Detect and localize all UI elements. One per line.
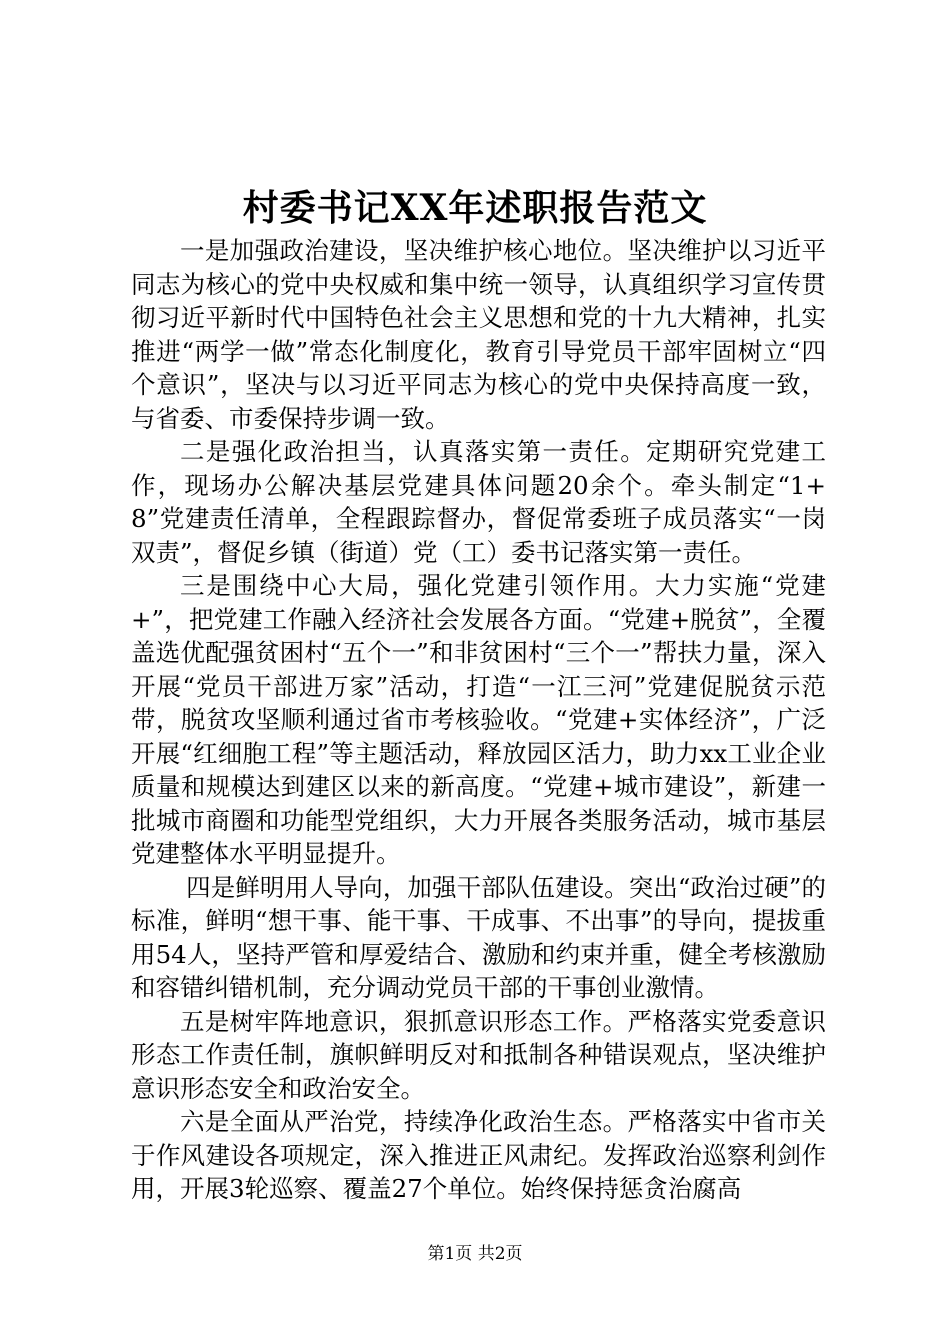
document-body <box>131 234 826 1206</box>
paragraph-1: 一是加强政治建设，坚决维护核心地位。坚决维护以习近平同志为核心的党中央权威和集中统一领导，认真组织学习宣传贯彻习近平新时代中国特色社会主义思想和党的十九大精神，扎实推进“两学一做”常态化制度化，教育引导党员干部牢固树立“四个意识”，坚决与以习近平同志为核心的党中央保持高度一致，与省委、市委保持步调一致。 <box>131 236 826 433</box>
paragraph-5: 五是树牢阵地意识，狠抓意识形态工作。严格落实党委意识形态工作责任制，旗帜鲜明反对和抵制各种错误观点，坚决维护意识形态安全和政治安全。 <box>131 1006 826 1103</box>
paragraph-4: 四是鲜明用人导向，加强干部队伍建设。突出“政治过硬”的标准，鲜明“想干事、能干事、干成事、不出事”的导向，提拔重用54人，坚持严管和厚爱结合、激励和约束并重，健全考核激励和容错纠错机制，充分调动党员干部的干事创业激情。 <box>131 872 826 1002</box>
page-footer: 第1页 共2页 <box>427 1244 523 1264</box>
paragraph-2: 二是强化政治担当，认真落实第一责任。定期研究党建工作，现场办公解决基层党建具体问题20余个。牵头制定“1+8”党建责任清单，全程跟踪督办，督促常委班子成员落实“一岗双责”，督促乡镇（街道）党（工）委书记落实第一责任。 <box>131 437 826 567</box>
document-title: 村委书记XX年述职报告范文 <box>242 187 708 229</box>
paragraph-3: 三是围绕中心大局，强化党建引领作用。大力实施“党建+”，把党建工作融入经济社会发展各方面。“党建+脱贫”，全覆盖选优配强贫困村“五个一”和非贫困村“三个一”帮扶力量，深入开展“党员干部进万家”活动，打造“一江三河”党建促脱贫示范带，脱贫攻坚顺利通过省市考核验收。“党建+实体经济”，广泛开展“红细胞工程”等主题活动，释放园区活力，助力xx工业企业质量和规模达到建区以来的新高度。“党建+城市建设”，新建一批城市商圈和功能型党组织，大力开展各类服务活动，城市基层党建整体水平明显提升。 <box>131 571 826 868</box>
paragraph-6: 六是全面从严治党，持续净化政治生态。严格落实中省市关于作风建设各项规定，深入推进正风肃纪。发挥政治巡察利剑作用，开展3轮巡察、覆盖27个单位。始终保持惩贪治腐高 <box>131 1107 826 1203</box>
